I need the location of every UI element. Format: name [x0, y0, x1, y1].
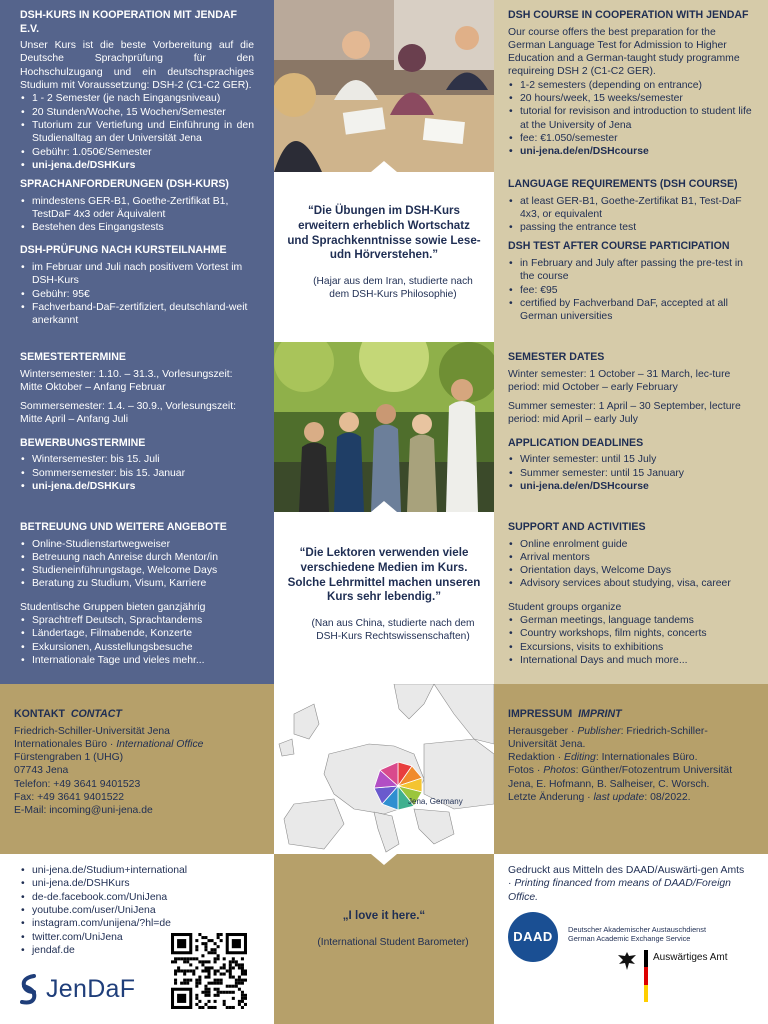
section-title: DSH-KURS IN KOOPERATION MIT JENDAF E.V.: [20, 9, 237, 35]
section-title: BEWERBUNGSTERMINE: [20, 436, 146, 449]
quote-text: “Die Lektoren verwenden viele verschiedene Medien im Kurs. Solche Lehrmittel machen unseren Kurs sehr lebendig.”: [287, 546, 481, 604]
link-item[interactable]: • jendaf.de: [20, 944, 254, 957]
requirements-en: [494, 172, 768, 342]
section-title: BETREUUNG UND WEITERE ANGEBOTE: [20, 521, 227, 533]
imprint-update: Letzte Änderung · last update: 08/2022.: [508, 792, 691, 804]
winter-dates: Winter semester: 1 October – 31 March, lec-ture period: mid October – early February: [508, 368, 731, 393]
exam-list: [20, 261, 254, 328]
imprint-editing: Redaktion · Editing: Internationales Büro.: [508, 752, 698, 764]
list-item: • fee: €95: [508, 284, 754, 297]
list-item: • certified by Fachverband DaF, accepted at all German universities: [508, 297, 754, 324]
section-title: SEMESTERTERMINE: [20, 351, 126, 363]
quote-text: “Die Übungen im DSH-Kurs erweitern erheblich Wortschatz und Sprachkenntnisse sowie Lese- udn Hörverstehen.”: [287, 204, 481, 262]
groups-list: [20, 614, 254, 667]
support-de: [0, 512, 274, 684]
list-item: • 1-2 semesters (depending on entrance): [508, 79, 754, 92]
list-item: • 1 - 2 Semester (je nach Eingangsniveau): [20, 92, 254, 105]
contact-street: Fürstengraben 1 (UHG): [14, 752, 124, 764]
section-title: DSH-PRÜFUNG NACH KURSTEILNAHME: [20, 244, 227, 257]
outdoor-illustration: [274, 342, 494, 512]
qr-code[interactable]: [166, 933, 252, 1009]
exam-list: [508, 257, 754, 324]
contact-city: 07743 Jena: [14, 765, 69, 777]
list-item: • Wintersemester: bis 15. Juli: [20, 453, 254, 466]
contact-office: Internationales Büro · International Office: [14, 738, 204, 750]
jendaf-logo: [18, 972, 135, 1006]
students-outdoor-photo: [274, 342, 494, 512]
list-item: • Excursions, visits to exhibitions: [508, 641, 754, 654]
requirements-list: [20, 195, 254, 235]
list-item: • 20 Stunden/Woche, 15 Wochen/Semester: [20, 106, 254, 119]
list-item: • Internationale Tage und vieles mehr...: [20, 654, 254, 667]
list-item: • Advisory services about studying, visa, career: [508, 577, 754, 590]
flag-bar: [644, 950, 648, 1002]
support-list: [508, 538, 754, 591]
intro-text: Unser Kurs ist die beste Vorbereitung auf die Deutsche Sprachprüfung für den Hochschulzugang und ein deutschsprachiges Studium mit Voraussetzung: DSH-2 (C1-C2 GER).: [20, 40, 254, 92]
imprint-photos: Fotos · Photos: Günther/Fotozentrum Universität Jena, E. Hofmann, B. Salheiser, C. Worsch.: [508, 765, 733, 790]
link-item[interactable]: • uni-jena.de/DSHKurs: [20, 877, 254, 890]
course-link[interactable]: • uni-jena.de/en/DSHcourse: [508, 145, 754, 158]
list-item: • Betreuung nach Anreise durch Mentor/in: [20, 551, 254, 564]
course-facts: [20, 92, 254, 172]
link-item[interactable]: • youtube.com/user/UniJena: [20, 904, 254, 917]
list-item: • Orientation days, Welcome Days: [508, 564, 754, 577]
imprint-block: [494, 684, 768, 854]
divider-notch: [371, 854, 397, 865]
list-item: • Gebühr: 95€: [20, 288, 254, 301]
quote-hajar: [274, 172, 494, 342]
imprint-title: IMPRESSUM IMPRINT: [508, 708, 622, 720]
quote-author: (Hajar aus dem Iran, studierte nach dem DSH-Kurs Philosophie): [313, 276, 473, 301]
contact-phone[interactable]: Telefon: +49 3641 9401523: [14, 778, 141, 790]
list-item: • Exkursionen, Ausstellungsbesuche: [20, 641, 254, 654]
list-item: • Sprachtreff Deutsch, Sprachtandems: [20, 614, 254, 627]
quote-author: (Nan aus China, studierte nach dem DSH-Kurs Rechtswissenschaften): [311, 618, 475, 643]
requirements-list: [508, 195, 754, 235]
list-item: • Summer semester: until 15 January: [508, 467, 754, 480]
support-en: [494, 512, 768, 684]
daad-name-de: Deutscher Akademischer Austauschdienst: [568, 925, 707, 934]
list-item: • Tutorium zur Vertiefung und Einführung in den Studienalltag an der Universität Jena: [20, 119, 254, 146]
qr-code-icon: [166, 933, 252, 1009]
daad-name-en: German Academic Exchange Service: [568, 933, 691, 943]
map-label: Jena, Germany: [408, 797, 463, 806]
list-item: • in February and July after passing the pre-test in the course: [508, 257, 754, 284]
contact-title: KONTAKT CONTACT: [14, 708, 122, 720]
daad-logo: DAAD: [508, 912, 558, 962]
section-title: DSH COURSE IN COOPERATION WITH JENDAF: [508, 9, 749, 21]
dates-de: [0, 342, 274, 512]
list-item: • mindestens GER-B1, Goethe-Zertifikat B1, TestDaF 4x3 oder Äquivalent: [20, 195, 254, 222]
list-item: • fee: €1.050/semester: [508, 132, 754, 145]
link-item[interactable]: • instagram.com/unijena/?hl=de: [20, 917, 254, 930]
eagle-icon: [616, 950, 638, 972]
quote-author: (International Student Barometer): [317, 936, 469, 948]
list-item: • Sommersemester: bis 15. Januar: [20, 467, 254, 480]
contact-email[interactable]: E-Mail: incoming@uni-jena.de: [14, 805, 153, 817]
summer-dates: Sommersemester: 1.4. – 30.9., Vorlesungszeit: Mitte April – Anfang Juli: [20, 401, 236, 426]
list-item: • German meetings, language tandems: [508, 614, 754, 627]
requirements-de: [0, 172, 274, 342]
list-item: • Online-Studienstartwegweiser: [20, 538, 254, 551]
deadline-list: [20, 453, 254, 493]
list-item: • at least GER-B1, Goethe-Zertifikat B1, Test-DaF 4x3, or equivalent: [508, 195, 754, 222]
list-item: • Studieneinführungstage, Welcome Days: [20, 564, 254, 577]
list-item: • passing the entrance test: [508, 221, 754, 234]
list-item: • Bestehen des Eingangstests: [20, 221, 254, 234]
quote-nan: [274, 512, 494, 684]
list-item: • Arrival mentors: [508, 551, 754, 564]
contact-org: Friedrich-Schiller-Universität Jena: [14, 725, 170, 737]
list-item: • tutorial for revisison and introduction to student life at the University of Jena: [508, 105, 754, 132]
list-item: • Gebühr: 1.050€/Semester: [20, 146, 254, 159]
course-link[interactable]: • uni-jena.de/en/DSHcourse: [508, 480, 754, 493]
list-item: • im Februar und Juli nach positivem Vortest im DSH-Kurs: [20, 261, 254, 288]
auswaertiges-amt-logo: [616, 950, 727, 1002]
summer-dates: Summer semester: 1 April – 30 September, lecture period: mid April – early July: [508, 401, 741, 426]
divider-notch: [371, 501, 397, 512]
funding-block: [494, 854, 768, 1024]
classroom-illustration: [274, 0, 494, 172]
dates-en: [494, 342, 768, 512]
section-title: LANGUAGE REQUIREMENTS (DSH COURSE): [508, 178, 738, 190]
dsh-course-en: [494, 0, 768, 172]
course-link[interactable]: • uni-jena.de/DSHKurs: [20, 480, 254, 493]
section-title: DSH TEST AFTER COURSE PARTICIPATION: [508, 240, 730, 253]
list-item: • 20 hours/week, 15 weeks/semester: [508, 92, 754, 105]
classroom-photo: [274, 0, 494, 172]
groups-intro: Studentische Gruppen bieten ganzjährig: [20, 601, 206, 613]
link-item[interactable]: • de-de.facebook.com/UniJena: [20, 891, 254, 904]
barometer-quote: [274, 854, 494, 1024]
list-item: • Fachverband-DaF-zertifiziert, deutschland-weit anerkannt: [20, 301, 254, 328]
jendaf-wordmark: JenDaF: [46, 975, 136, 1003]
section-title: SUPPORT AND ACTIVITIES: [508, 521, 646, 533]
auswaertiges-amt-label: Auswärtiges Amt: [653, 952, 728, 963]
divider-notch: [371, 161, 397, 172]
quote-text: „I love it here.“: [342, 909, 426, 922]
list-item: • Ländertage, Filmabende, Konzerte: [20, 627, 254, 640]
section-title: SPRACHANFORDERUNGEN (DSH-KURS): [20, 178, 229, 190]
deadline-list: [508, 453, 754, 493]
course-facts: [508, 79, 754, 159]
jendaf-logo-icon: [18, 972, 40, 1006]
groups-intro: Student groups organize: [508, 601, 622, 613]
course-link[interactable]: • uni-jena.de/DSHKurs: [20, 159, 254, 172]
section-title: SEMESTER DATES: [508, 351, 605, 363]
list-item: • Beratung zu Studium, Visum, Karriere: [20, 577, 254, 590]
imprint-publisher: Herausgeber · Publisher: Friedrich-Schiller-Universität Jena.: [508, 725, 708, 750]
contact-block: [0, 684, 274, 854]
dsh-course-de: [0, 0, 274, 172]
list-item: • Winter semester: until 15 July: [508, 453, 754, 466]
daad-name: [568, 926, 706, 943]
list-item: • International Days and much more...: [508, 654, 754, 667]
intro-text: Our course offers the best preparation for the German Language Test for Admission to Higher Education and a German-taught study programme requireing DSH 2 (C1-C2 GER).: [508, 26, 740, 78]
link-item[interactable]: • uni-jena.de/Studium+international: [20, 864, 254, 877]
section-title: APPLICATION DEADLINES: [508, 436, 644, 449]
support-list: [20, 538, 254, 591]
list-item: • Country workshops, film nights, concerts: [508, 627, 754, 640]
funding-text: Gedruckt aus Mitteln des DAAD/Auswärti-gen Amts · Printing financed from means of DAAD/Foreign Office.: [508, 865, 745, 903]
contact-fax: Fax: +49 3641 9401522: [14, 792, 125, 804]
link-item[interactable]: • twitter.com/UniJena: [20, 931, 254, 944]
winter-dates: Wintersemester: 1.10. – 31.3., Vorlesungszeit: Mitte Oktober – Anfang Februar: [20, 368, 233, 393]
list-item: • Online enrolment guide: [508, 538, 754, 551]
groups-list: [508, 614, 754, 667]
europe-map: [274, 684, 494, 854]
map-illustration: [274, 684, 494, 854]
